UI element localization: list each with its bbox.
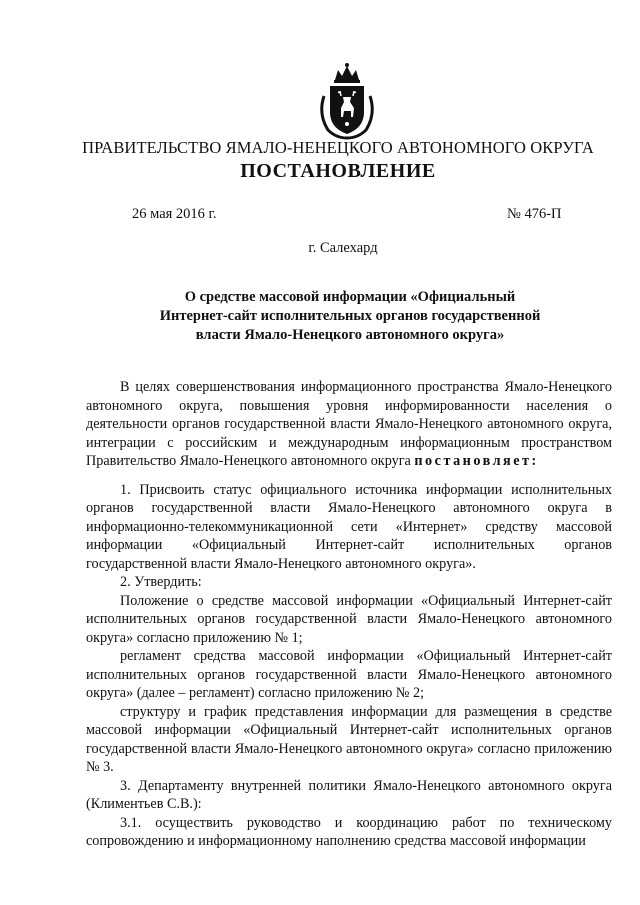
decree-heading xyxy=(140,288,560,345)
heading-line: Интернет-сайт исполнительных органов государственной xyxy=(159,308,541,324)
preamble-text: В целях совершенствования информационного пространства Ямало-Ненецкого автономного округа, повышения уровня информированности населения о деятельности органов государственной власти Ямало-Ненецкого автономного округа, интеграции с российским и международным информационным пространством Правительство Ямало-Ненецкого автономного округа xyxy=(86,379,612,469)
decree-city: г. Салехард xyxy=(308,240,378,256)
decree-body xyxy=(86,378,612,851)
item-1: 1. Присвоить статус официального источника информации исполнительных органов государственной власти Ямало-Ненецкого автономного округа в информационно-телекоммуникационной сети «Интернет» средству массовой информации «Официальный Интернет-сайт исполнительных органов государственной власти Ямало-Ненецкого автономного округа». xyxy=(86,481,612,572)
government-name: ПРАВИТЕЛЬСТВО ЯМАЛО-НЕНЕЦКОГО АВТОНОМНОГО ОКРУГА xyxy=(82,138,594,157)
decree-number: № 476-П xyxy=(507,206,562,222)
heading-line: О средстве массовой информации «Официальный xyxy=(184,289,516,305)
item-2-regulation: Положение о средстве массовой информации «Официальный Интернет-сайт исполнительных органов государственной власти Ямало-Ненецкого автономного округа» согласно приложению № 1; xyxy=(86,592,612,646)
item-3-1: 3.1. осуществить руководство и координацию работ по техническому сопровождению и информационному наполнению средства массовой информации xyxy=(86,814,612,849)
heading-line: власти Ямало-Ненецкого автономного округа» xyxy=(195,327,505,343)
decree-date: 26 мая 2016 г. xyxy=(132,206,217,222)
item-3: 3. Департаменту внутренней политики Ямало-Ненецкого автономного округа (Климентьев С.В.): xyxy=(86,777,612,812)
coat-of-arms-icon xyxy=(316,62,378,140)
item-2-structure: структуру и график представления информации для размещения в средстве массовой информации «Официальный Интернет-сайт исполнительных органов государственной власти Ямало-Ненецкого автономного округа» согласно приложению № 3. xyxy=(86,703,612,775)
preamble-paragraph xyxy=(86,378,612,471)
item-2: 2. Утвердить: xyxy=(120,574,202,590)
resolves-word: постановляет: xyxy=(414,453,539,469)
document-type: ПОСТАНОВЛЕНИЕ xyxy=(240,160,436,182)
item-2-rules: регламент средства массовой информации «Официальный Интернет-сайт исполнительных органов государственной власти Ямало-Ненецкого автономного округа» (далее – регламент) согласно приложению № 2; xyxy=(86,648,612,701)
